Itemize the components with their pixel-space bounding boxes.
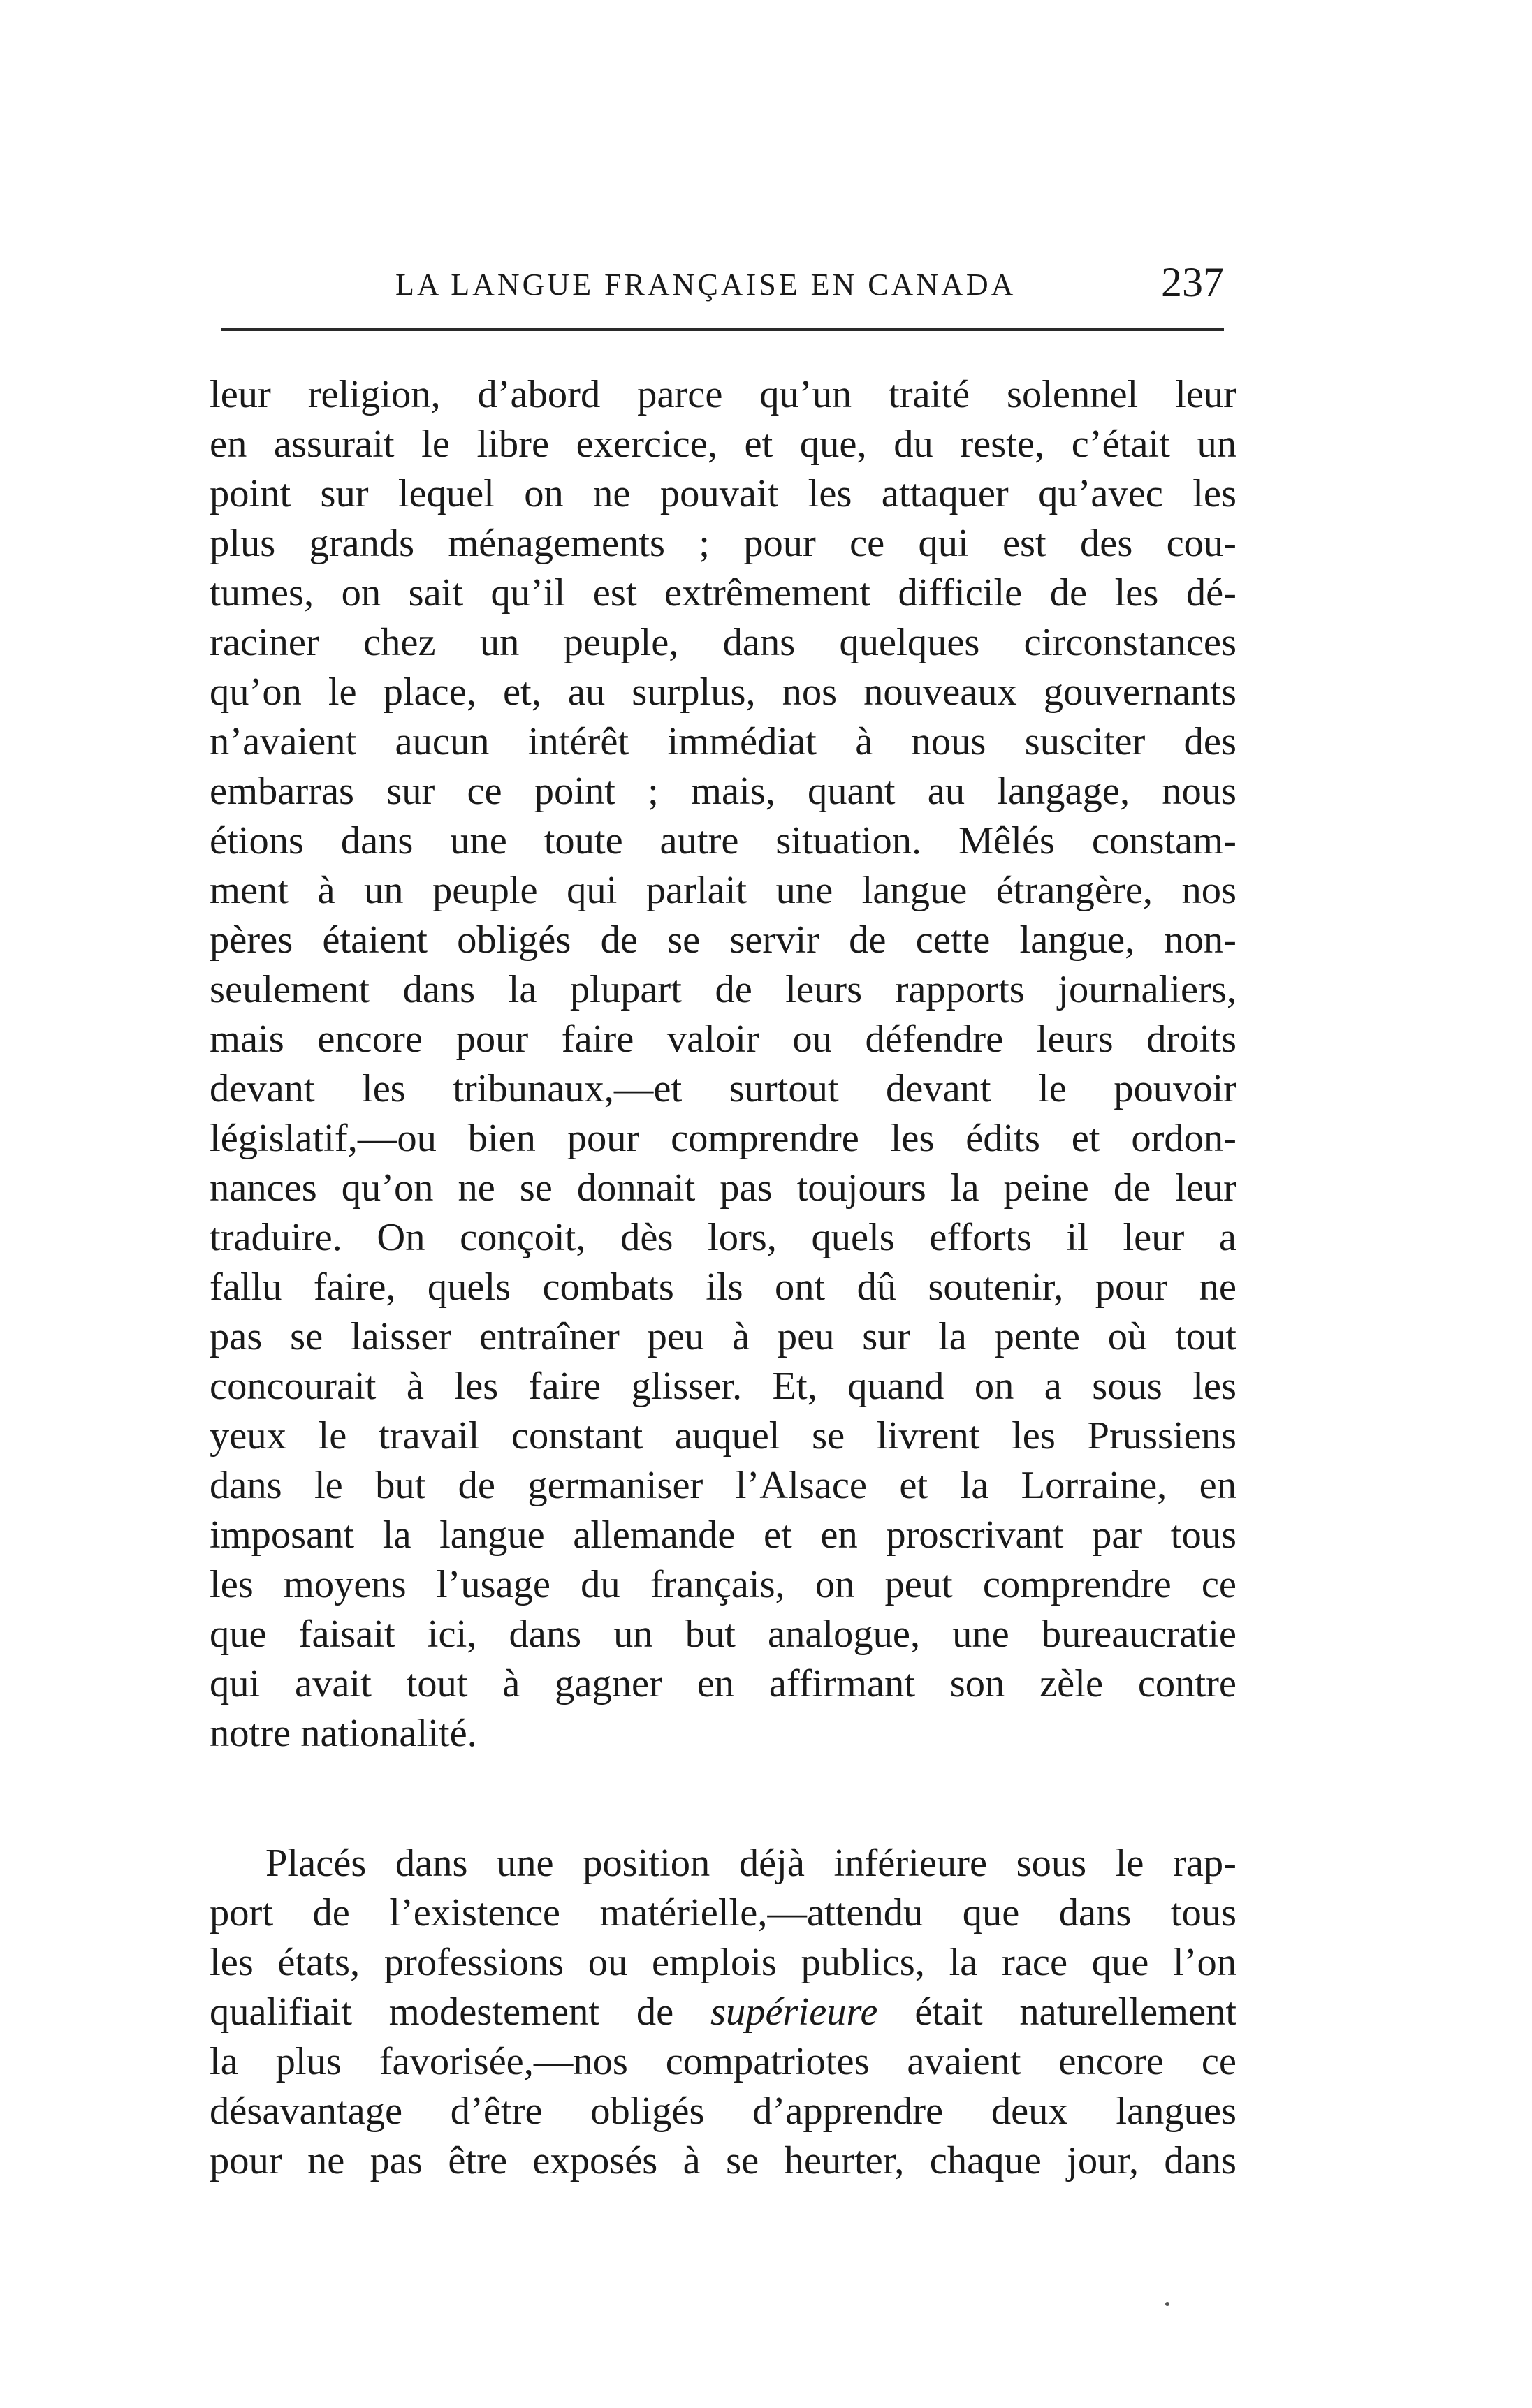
text-line: qui avait tout à gagner en affirmant son zèle contre (210, 1662, 1236, 1705)
text-line: traduire. On conçoit, dès lors, quels efforts il leur a (210, 1216, 1236, 1259)
text-line: la plus favorisée,—nos compatriotes avaient encore ce (210, 2040, 1236, 2083)
text-line: notre nationalité. (210, 1712, 477, 1755)
text-line: les moyens l’usage du français, on peut comprendre ce (210, 1563, 1236, 1606)
text-segment: était naturellement (914, 1990, 1237, 2034)
text-line: ment à un peuple qui parlait une langue étrangère, nos (210, 869, 1236, 912)
text-line: dans le but de germaniser l’Alsace et la Lorraine, en (210, 1464, 1236, 1507)
page-number: 237 (1161, 259, 1224, 305)
text-line: étions dans une toute autre situation. Mêlés constam- (210, 819, 1236, 862)
text-line: pour ne pas être exposés à se heurter, chaque jour, dans (210, 2139, 1236, 2182)
text-line: législatif,—ou bien pour comprendre les édits et ordon- (210, 1117, 1236, 1160)
text-line: seulement dans la plupart de leurs rapports journaliers, (210, 968, 1236, 1011)
text-line: en assurait le libre exercice, et que, du reste, c’était un (210, 423, 1236, 466)
text-line: pères étaient obligés de se servir de cette langue, non- (210, 918, 1236, 962)
running-head (221, 258, 1224, 307)
text-line: plus grands ménagements ; pour ce qui est des cou- (210, 522, 1236, 565)
print-speck (1165, 2302, 1169, 2306)
text-line: fallu faire, quels combats ils ont dû soutenir, pour ne (210, 1265, 1236, 1309)
text-line: imposant la langue allemande et en proscrivant par tous (210, 1513, 1236, 1557)
text-line: embarras sur ce point ; mais, quant au langage, nous (210, 770, 1236, 813)
text-line: leur religion, d’abord parce qu’un traité solennel leur (210, 373, 1236, 416)
paragraph-1 (210, 370, 1236, 1759)
text-line: port de l’existence matérielle,—attendu que dans tous (210, 1891, 1236, 1935)
text-line: yeux le travail constant auquel se livrent les Prussiens (210, 1414, 1236, 1458)
text-line: raciner chez un peuple, dans quelques circonstances (210, 621, 1236, 664)
text-line: les états, professions ou emplois publics, la race que l’on (210, 1941, 1236, 1984)
text-line: devant les tribunaux,—et surtout devant le pouvoir (210, 1067, 1236, 1110)
paragraph-gap (210, 1759, 1236, 1839)
text-line: point sur lequel on ne pouvait les attaquer qu’avec les (210, 472, 1236, 515)
text-line: Placés dans une position déjà inférieure sous le rap- (265, 1842, 1236, 1885)
text-line: que faisait ici, dans un but analogue, une bureaucratie (210, 1613, 1236, 1656)
running-title: LA LANGUE FRANÇAISE EN CANADA (395, 267, 1016, 302)
text-line: qu’on le place, et, au surplus, nos nouveaux gouvernants (210, 670, 1236, 714)
text-line: tumes, on sait qu’il est extrêmement difficile de les dé- (210, 571, 1236, 615)
text-line-with-italic (210, 1988, 1236, 2037)
paragraph-2 (210, 1839, 1236, 2186)
text-line: pas se laisser entraîner peu à peu sur la pente où tout (210, 1315, 1236, 1358)
text-segment: qualifiait modestement de (210, 1990, 674, 2034)
header-rule (221, 328, 1224, 331)
body-text (210, 370, 1236, 2186)
text-line: désavantage d’être obligés d’apprendre deux langues (210, 2090, 1236, 2133)
text-line: concourait à les faire glisser. Et, quand on a sous les (210, 1365, 1236, 1408)
text-line: mais encore pour faire valoir ou défendre leurs droits (210, 1018, 1236, 1061)
text-line: nances qu’on ne se donnait pas toujours la peine de leur (210, 1166, 1236, 1210)
text-line: n’avaient aucun intérêt immédiat à nous susciter des (210, 720, 1236, 763)
italic-word: supérieure (710, 1990, 878, 2034)
